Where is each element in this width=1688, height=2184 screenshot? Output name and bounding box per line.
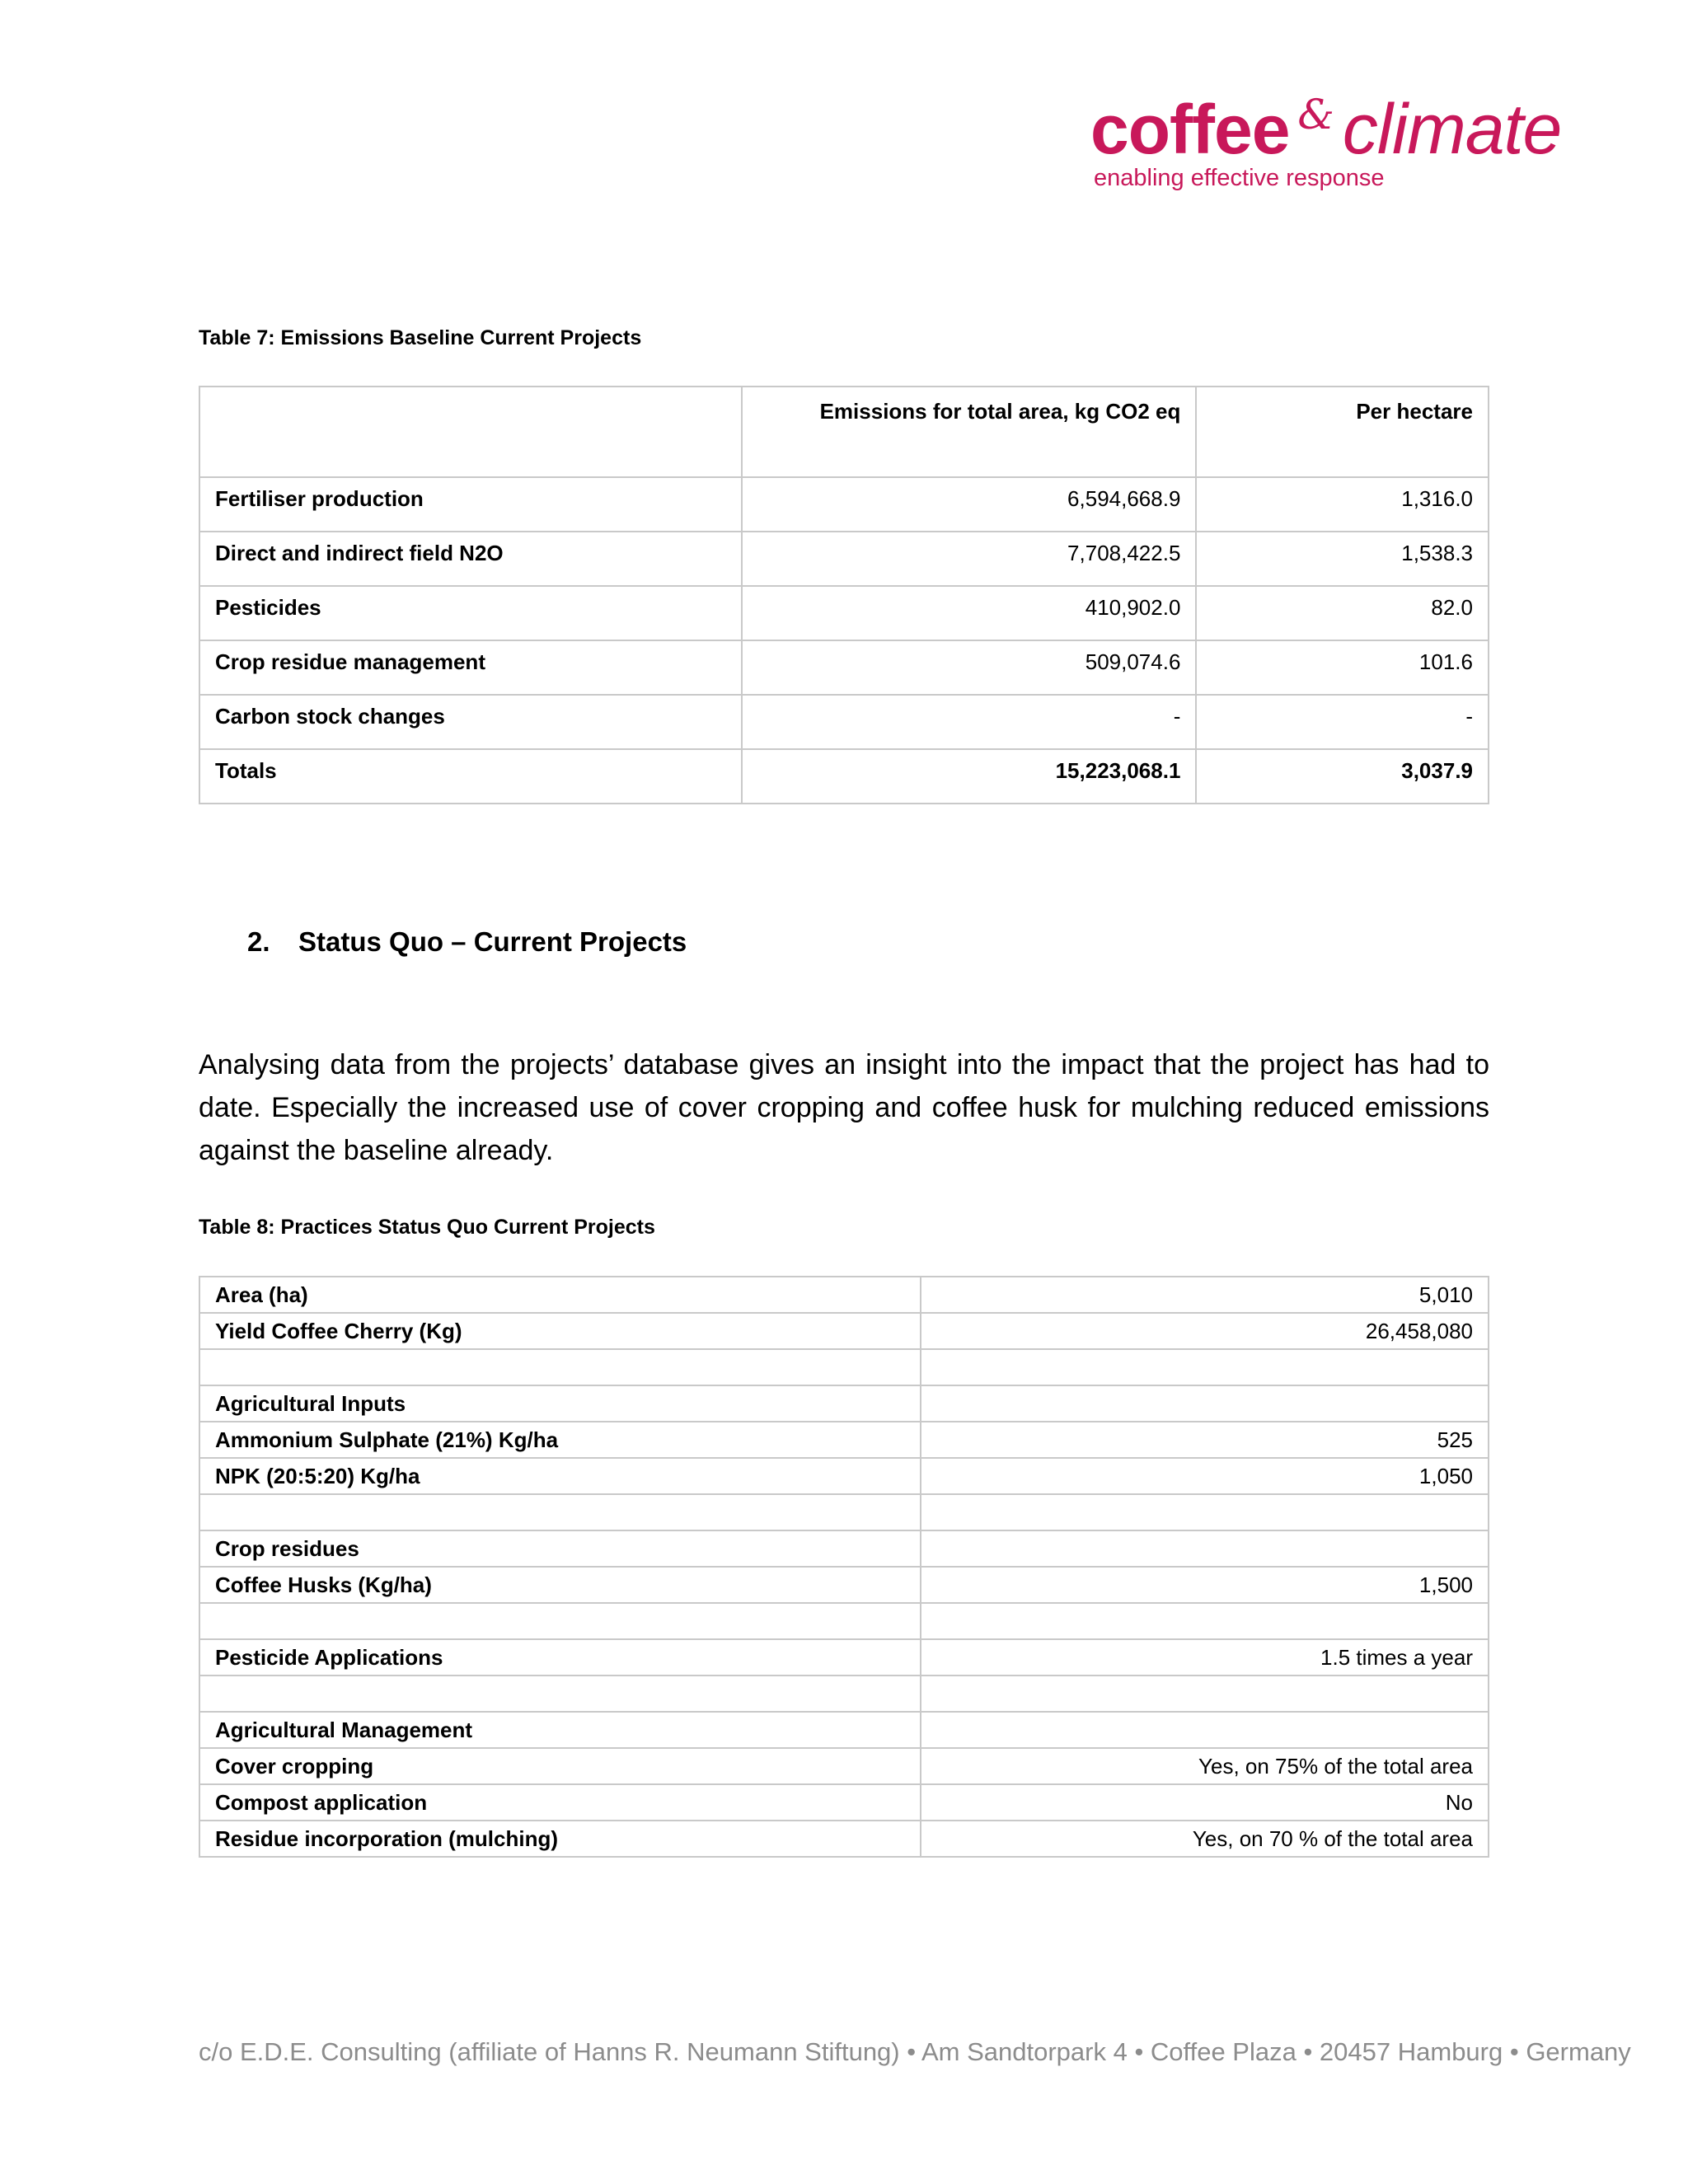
row-total: 6,594,668.9 xyxy=(742,477,1196,532)
row-label: Agricultural Management xyxy=(199,1712,921,1748)
row-label: Totals xyxy=(199,749,742,804)
row-total: 15,223,068.1 xyxy=(742,749,1196,804)
logo xyxy=(1090,89,1568,204)
row-label: Carbon stock changes xyxy=(199,695,742,749)
row-per-hectare: 82.0 xyxy=(1196,586,1489,640)
row-label: Cover cropping xyxy=(199,1748,921,1784)
row-value: 1.5 times a year xyxy=(921,1639,1489,1675)
row-label: Pesticide Applications xyxy=(199,1639,921,1675)
section-heading xyxy=(247,926,687,958)
table-row xyxy=(199,1313,1489,1349)
table-header-row xyxy=(199,387,1489,477)
table-row xyxy=(199,1567,1489,1603)
logo-word-coffee: coffee xyxy=(1090,91,1290,168)
row-label: Compost application xyxy=(199,1784,921,1821)
row-total: - xyxy=(742,695,1196,749)
row-total: 7,708,422.5 xyxy=(742,532,1196,586)
row-label: Direct and indirect field N2O xyxy=(199,532,742,586)
table-row xyxy=(199,1748,1489,1784)
table7-caption: Table 7: Emissions Baseline Current Projects xyxy=(199,326,642,349)
header-cell-per-hectare: Per hectare xyxy=(1196,387,1489,477)
table-row xyxy=(199,1349,1489,1385)
row-label: Yield Coffee Cherry (Kg) xyxy=(199,1313,921,1349)
row-value xyxy=(921,1494,1489,1530)
logo-word-climate: climate xyxy=(1342,90,1562,169)
header-cell-blank xyxy=(199,387,742,477)
emissions-baseline-table xyxy=(199,386,1489,804)
section-number: 2. xyxy=(247,926,270,957)
row-value xyxy=(921,1675,1489,1712)
table-row xyxy=(199,477,1489,532)
table8-caption: Table 8: Practices Status Quo Current Projects xyxy=(199,1216,655,1239)
row-label: Crop residues xyxy=(199,1530,921,1567)
table-row xyxy=(199,532,1489,586)
table-row xyxy=(199,586,1489,640)
table-row xyxy=(199,1821,1489,1857)
row-value: Yes, on 75% of the total area xyxy=(921,1748,1489,1784)
row-label: Ammonium Sulphate (21%) Kg/ha xyxy=(199,1422,921,1458)
row-label xyxy=(199,1494,921,1530)
row-value xyxy=(921,1385,1489,1422)
table-row xyxy=(199,1712,1489,1748)
row-label: Crop residue management xyxy=(199,640,742,695)
row-per-hectare: 101.6 xyxy=(1196,640,1489,695)
row-label: Coffee Husks (Kg/ha) xyxy=(199,1567,921,1603)
table-totals-row xyxy=(199,749,1489,804)
row-total: 410,902.0 xyxy=(742,586,1196,640)
table-row xyxy=(199,1639,1489,1675)
table-row xyxy=(199,640,1489,695)
row-value: Yes, on 70 % of the total area xyxy=(921,1821,1489,1857)
row-value: 1,050 xyxy=(921,1458,1489,1494)
row-value xyxy=(921,1530,1489,1567)
table-row xyxy=(199,1784,1489,1821)
logo-tagline: enabling effective response xyxy=(1094,165,1385,191)
footer-address: c/o E.D.E. Consulting (affiliate of Hanns R. Neumann Stiftung) • Am Sandtorpark 4 • Coffee Plaza • 20457 Hamburg • Germany xyxy=(199,2037,1631,2066)
row-label: Area (ha) xyxy=(199,1277,921,1313)
row-label: Agricultural Inputs xyxy=(199,1385,921,1422)
row-value xyxy=(921,1349,1489,1385)
row-per-hectare: 1,538.3 xyxy=(1196,532,1489,586)
row-per-hectare: 1,316.0 xyxy=(1196,477,1489,532)
row-value: 5,010 xyxy=(921,1277,1489,1313)
practices-status-quo-table xyxy=(199,1276,1489,1858)
row-label: Pesticides xyxy=(199,586,742,640)
row-per-hectare: - xyxy=(1196,695,1489,749)
row-value xyxy=(921,1712,1489,1748)
table-row xyxy=(199,1494,1489,1530)
table-row xyxy=(199,1675,1489,1712)
logo-wordmark xyxy=(1090,89,1561,171)
table-row xyxy=(199,1530,1489,1567)
logo-ampersand: & xyxy=(1297,91,1334,138)
row-label xyxy=(199,1603,921,1639)
row-value: 525 xyxy=(921,1422,1489,1458)
table-row xyxy=(199,695,1489,749)
row-value: No xyxy=(921,1784,1489,1821)
row-total: 509,074.6 xyxy=(742,640,1196,695)
header-cell-emissions-total: Emissions for total area, kg CO2 eq xyxy=(742,387,1196,477)
row-value: 1,500 xyxy=(921,1567,1489,1603)
row-label: Residue incorporation (mulching) xyxy=(199,1821,921,1857)
row-label xyxy=(199,1675,921,1712)
table-row xyxy=(199,1422,1489,1458)
row-label xyxy=(199,1349,921,1385)
table-row xyxy=(199,1603,1489,1639)
row-value: 26,458,080 xyxy=(921,1313,1489,1349)
body-paragraph: Analysing data from the projects’ database gives an insight into the impact that the project has had to date. Especially the increased use of cover cropping and coffee husk for mulching reduced emissions against the baseline already. xyxy=(199,1049,1489,1166)
table-row xyxy=(199,1458,1489,1494)
table-row xyxy=(199,1385,1489,1422)
row-value xyxy=(921,1603,1489,1639)
row-label: NPK (20:5:20) Kg/ha xyxy=(199,1458,921,1494)
row-per-hectare: 3,037.9 xyxy=(1196,749,1489,804)
row-label: Fertiliser production xyxy=(199,477,742,532)
section-title: Status Quo – Current Projects xyxy=(298,926,687,957)
table-row xyxy=(199,1277,1489,1313)
